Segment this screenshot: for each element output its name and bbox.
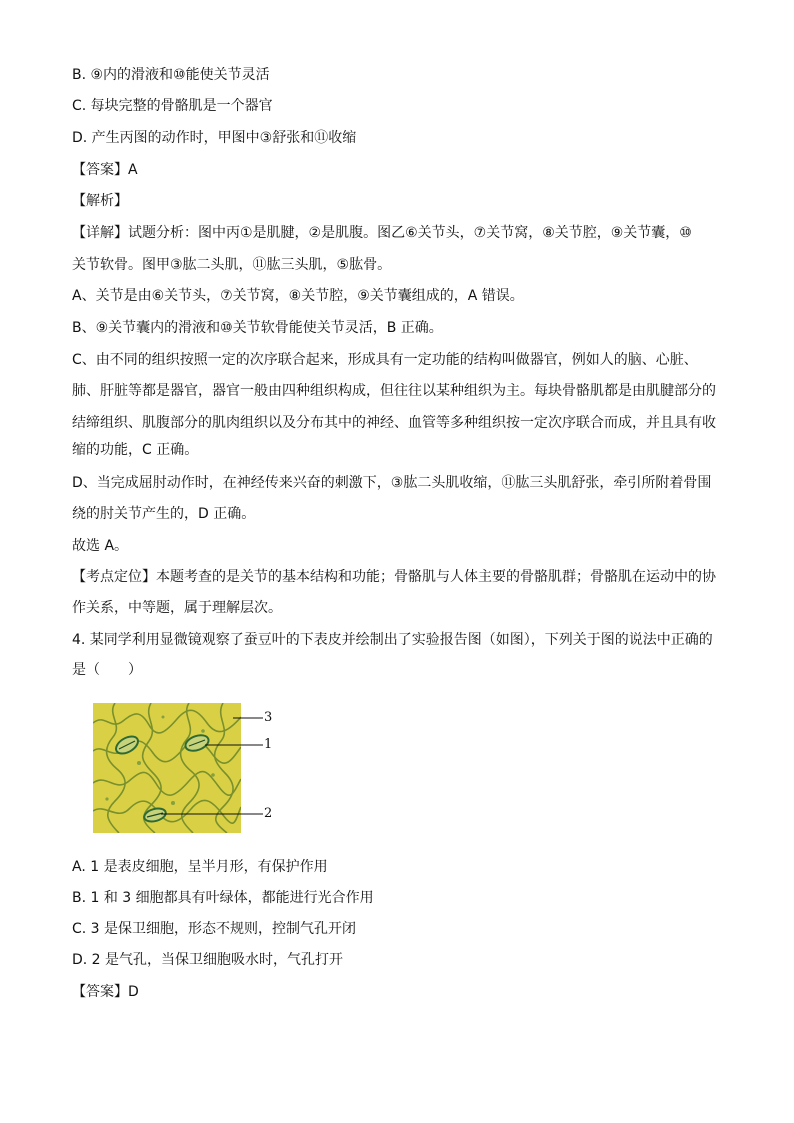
option-d: D. 产生丙图的动作时，甲图中③舒张和⑪收缩 <box>72 130 357 146</box>
detail-line: D、当完成屈肘动作时，在神经传来兴奋的刺激下，③肱二头肌收缩，⑪肱三头肌舒张，牵引所附着骨围 <box>72 475 712 491</box>
figure-label-3: 3 <box>264 710 273 725</box>
question-4-stem: 4. 某同学利用显微镜观察了蚕豆叶的下表皮并绘制出了实验报告图（如图），下列关于图的说法中正确的 <box>72 632 713 648</box>
kaodian-line: 【考点定位】本题考查的是关节的基本结构和功能；骨骼肌与人体主要的骨骼肌群；骨骼肌在运动中的协 <box>72 569 716 585</box>
detail-line: 关节软骨。图甲③肱二头肌，⑪肱三头肌，⑤肱骨。 <box>72 257 392 273</box>
detail-line: 绕的肘关节产生的，D 正确。 <box>72 506 256 522</box>
answer-label: 【答案】A <box>72 162 138 178</box>
figure-label-2: 2 <box>264 806 273 821</box>
q4-option-a: A. 1 是表皮细胞，呈半月形，有保护作用 <box>72 859 328 875</box>
q4-option-b: B. 1 和 3 细胞都具有叶绿体，都能进行光合作用 <box>72 890 374 906</box>
q4-option-c: C. 3 是保卫细胞，形态不规则，控制气孔开闭 <box>72 921 357 937</box>
conclusion-line: 故选 A。 <box>72 538 129 554</box>
analysis-heading: 【解析】 <box>72 193 128 209</box>
option-b: B. ⑨内的滑液和⑩能使关节灵活 <box>72 67 270 83</box>
detail-line: A、关节是由⑥关节头，⑦关节窝，⑧关节腔，⑨关节囊组成的，A 错误。 <box>72 288 524 304</box>
option-c: C. 每块完整的骨骼肌是一个器官 <box>72 98 273 114</box>
detail-line: 肺、肝脏等都是器官，器官一般由四种组织构成，但往往以某种组织为主。每块骨骼肌都是由肌腱部分的 <box>72 383 716 399</box>
detail-line: 【详解】试题分析：图中丙①是肌腱，②是肌腹。图乙⑥关节头，⑦关节窝，⑧关节腔，⑨关节囊，⑩ <box>72 225 692 241</box>
kaodian-line: 作关系，中等题，属于理解层次。 <box>72 600 282 616</box>
stomata-micrograph-figure <box>93 703 289 833</box>
question-4-stem: 是（ ） <box>72 662 142 678</box>
detail-line: 结缔组织、肌腹部分的肌肉组织以及分布其中的神经、血管等多种组织按一定次序联合而成，并且具有收 <box>72 415 716 431</box>
figure-label-1: 1 <box>264 737 273 752</box>
q4-answer: 【答案】D <box>72 984 139 1000</box>
q4-option-d: D. 2 是气孔，当保卫细胞吸水时，气孔打开 <box>72 952 344 968</box>
detail-line: C、由不同的组织按照一定的次序联合起来，形成具有一定功能的结构叫做器官，例如人的脑、心脏、 <box>72 352 698 368</box>
detail-line: B、⑨关节囊内的滑液和⑩关节软骨能使关节灵活，B 正确。 <box>72 320 443 336</box>
detail-line: 缩的功能，C 正确。 <box>72 442 199 458</box>
